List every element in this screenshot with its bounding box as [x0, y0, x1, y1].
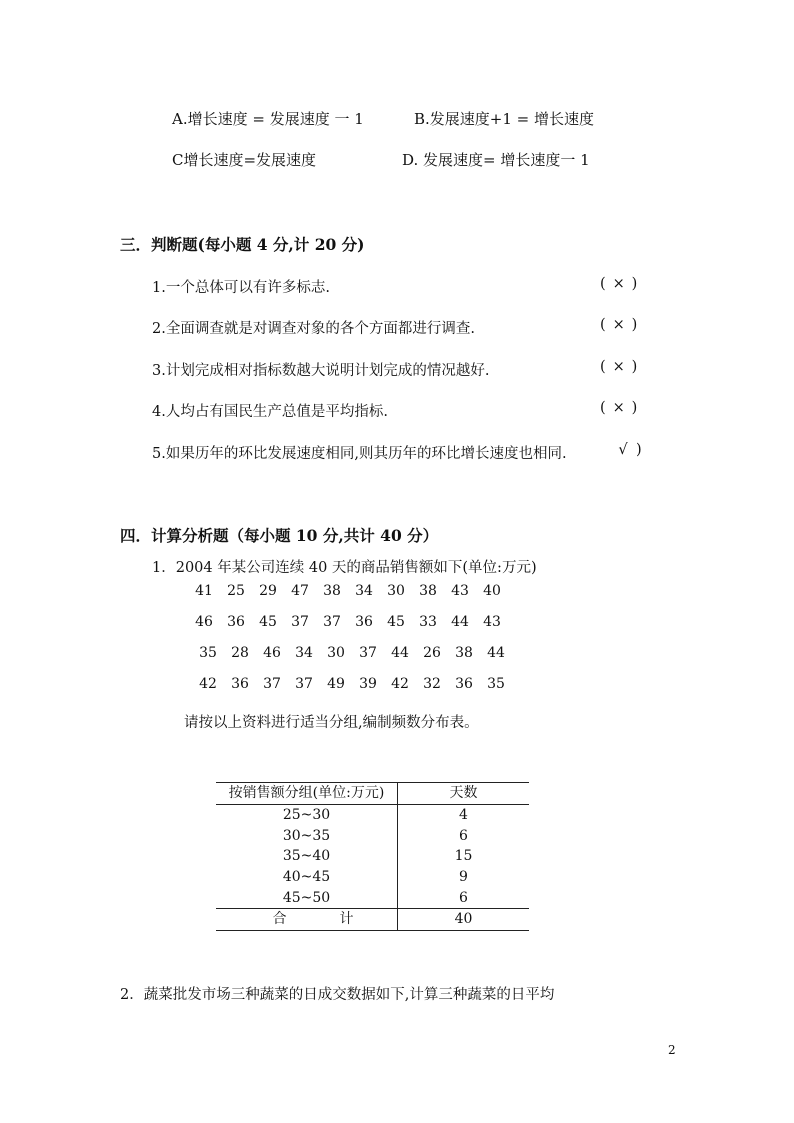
- option-b: B.发展速度+1 = 增长速度: [414, 110, 595, 128]
- data-value: 37: [323, 614, 341, 630]
- paren-open: (: [600, 276, 606, 292]
- table-cell-range: 35~40: [216, 846, 398, 867]
- paren-open: (: [600, 359, 606, 375]
- table-cell-range: 45~50: [216, 887, 398, 908]
- table-cell-range: 30~35: [216, 825, 398, 846]
- paren-close: ): [636, 442, 642, 458]
- data-value: 44: [487, 645, 505, 661]
- judgment-answer-5: [610, 442, 642, 458]
- data-row-1: [188, 583, 508, 599]
- option-c: C增长速度=发展速度: [172, 151, 317, 169]
- data-value: 36: [227, 614, 245, 630]
- data-value: 37: [291, 614, 309, 630]
- option-d: D. 发展速度= 增长速度一 1: [402, 151, 590, 169]
- check-mark: √: [618, 442, 628, 458]
- paren-close: ): [631, 317, 638, 333]
- data-value: 46: [195, 614, 213, 630]
- data-value: 42: [199, 676, 217, 692]
- judgment-answer-2: [600, 317, 637, 333]
- data-value: 26: [423, 645, 441, 661]
- table-row: [216, 846, 529, 867]
- judgment-answer-3: [600, 359, 637, 375]
- page-number: 2: [668, 1043, 676, 1057]
- data-value: 45: [259, 614, 277, 630]
- data-value: 49: [327, 676, 345, 692]
- question-1-instruction: 请按以上资料进行适当分组,编制频数分布表。: [184, 715, 479, 731]
- data-value: 37: [295, 676, 313, 692]
- paren-open: (: [600, 317, 606, 333]
- data-value: 43: [483, 614, 501, 630]
- data-row-2: [188, 614, 508, 630]
- judgment-item-2: 2.全面调查就是对调查对象的各个方面都进行调查.: [152, 321, 475, 337]
- data-value: 36: [231, 676, 249, 692]
- table-total-row: [216, 909, 529, 931]
- table-row: [216, 825, 529, 846]
- table-cell-count: 4: [459, 807, 468, 824]
- total-label-b: 计: [339, 911, 354, 928]
- data-value: 37: [359, 645, 377, 661]
- data-value: 42: [391, 676, 409, 692]
- data-value: 36: [455, 676, 473, 692]
- table-header-days: 天数: [398, 783, 530, 805]
- data-value: 30: [327, 645, 345, 661]
- data-value: 38: [455, 645, 473, 661]
- data-value: 39: [359, 676, 377, 692]
- section3-title: 三．判断题(每小题 4 分,计 20 分): [120, 235, 365, 254]
- option-a: A.增长速度 = 发展速度 一 1: [172, 110, 364, 128]
- table-cell-range: 25~30: [216, 804, 398, 825]
- table-header-group: 按销售额分组(单位:万元): [216, 783, 398, 805]
- paren-close: ): [631, 359, 638, 375]
- data-value: 40: [483, 583, 501, 599]
- judgment-answer-4: [600, 400, 637, 416]
- table-cell-count: 6: [459, 827, 468, 844]
- paren-close: ): [631, 276, 638, 292]
- paren-open: (: [600, 400, 606, 416]
- data-value: 38: [323, 583, 341, 599]
- cross-mark: ×: [612, 359, 625, 375]
- data-value: 47: [291, 583, 309, 599]
- table-total-value: 40: [398, 909, 530, 931]
- data-value: 28: [231, 645, 249, 661]
- question-2-text: 2．蔬菜批发市场三种蔬菜的日成交数据如下,计算三种蔬菜的日平均: [120, 987, 555, 1003]
- table-row: [216, 887, 529, 908]
- table-row: [216, 804, 529, 825]
- paren-close: ): [631, 400, 638, 416]
- data-value: 25: [227, 583, 245, 599]
- judgment-answer-1: [600, 276, 637, 292]
- data-value: 34: [295, 645, 313, 661]
- data-row-3: [192, 645, 512, 661]
- judgment-item-5: 5.如果历年的环比发展速度相同,则其历年的环比增长速度也相同.: [152, 446, 567, 462]
- cross-mark: ×: [612, 400, 625, 416]
- cross-mark: ×: [612, 276, 625, 292]
- table-cell-count: 9: [459, 869, 468, 886]
- table-header-row: [216, 783, 529, 805]
- data-value: 29: [259, 583, 277, 599]
- cross-mark: ×: [612, 317, 625, 333]
- data-value: 43: [451, 583, 469, 599]
- data-value: 44: [391, 645, 409, 661]
- section4-title: 四．计算分析题（每小题 10 分,共计 40 分）: [120, 526, 439, 545]
- data-value: 35: [487, 676, 505, 692]
- data-value: 35: [199, 645, 217, 661]
- data-value: 37: [263, 676, 281, 692]
- data-value: 36: [355, 614, 373, 630]
- data-value: 44: [451, 614, 469, 630]
- data-value: 34: [355, 583, 373, 599]
- question-1-text: 1．2004 年某公司连续 40 天的商品销售额如下(单位:万元): [152, 560, 537, 576]
- table-total-label: [216, 909, 398, 931]
- data-value: 41: [195, 583, 213, 599]
- frequency-table: [216, 782, 529, 931]
- judgment-item-4: 4.人均占有国民生产总值是平均指标.: [152, 404, 388, 420]
- table-row: [216, 867, 529, 888]
- judgment-item-1: 1.一个总体可以有许多标志.: [152, 280, 330, 296]
- data-value: 38: [419, 583, 437, 599]
- data-value: 32: [423, 676, 441, 692]
- data-value: 45: [387, 614, 405, 630]
- table-cell-count: 15: [454, 848, 473, 865]
- total-label-a: 合: [272, 911, 287, 928]
- table-cell-range: 40~45: [216, 867, 398, 888]
- judgment-item-3: 3.计划完成相对指标数越大说明计划完成的情况越好.: [152, 363, 490, 379]
- data-value: 33: [419, 614, 437, 630]
- data-value: 46: [263, 645, 281, 661]
- data-row-4: [192, 676, 512, 692]
- data-value: 30: [387, 583, 405, 599]
- table-cell-count: 6: [459, 889, 468, 906]
